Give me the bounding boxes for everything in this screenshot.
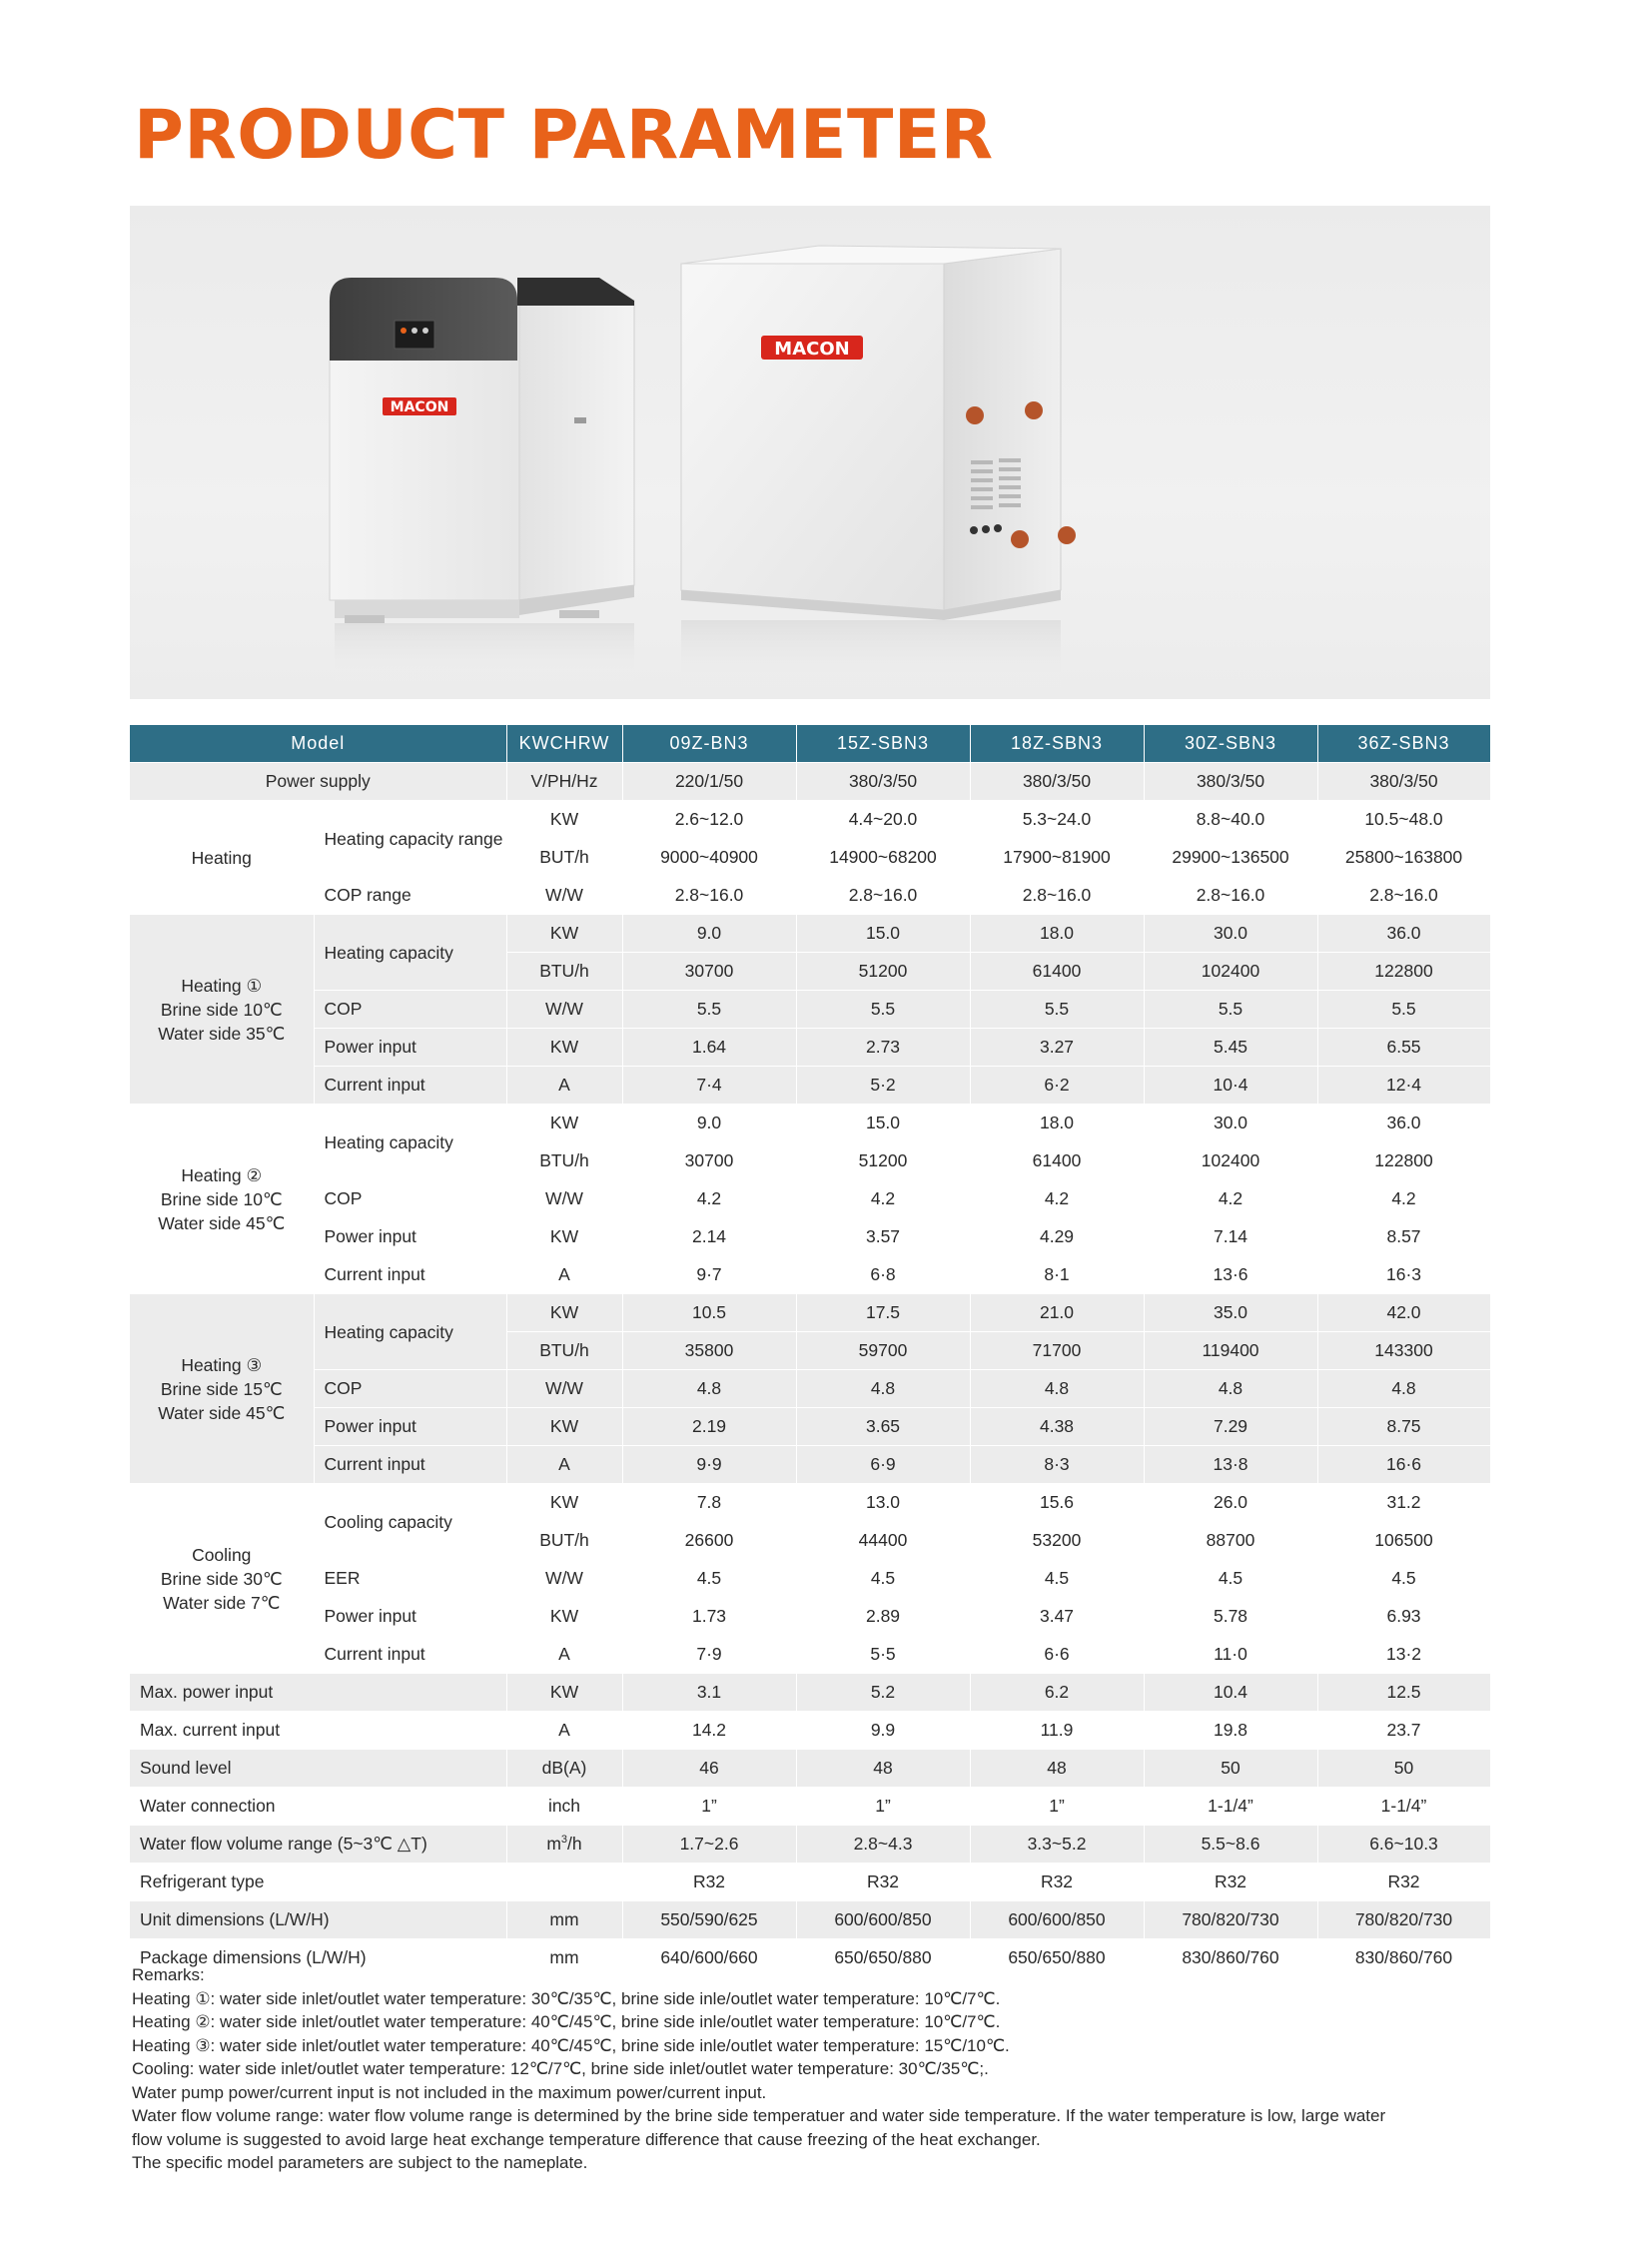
cell-value: 10·4 xyxy=(1144,1067,1317,1105)
sub-label: Heating capacity xyxy=(314,915,506,991)
cell-value: 102400 xyxy=(1144,1142,1317,1180)
cell-value: 2.8~16.0 xyxy=(796,877,970,915)
cell-value: 6·8 xyxy=(796,1256,970,1294)
group-line: Brine side 15℃ xyxy=(160,1378,283,1399)
row-label: Water flow volume range (5~3℃ △T) xyxy=(130,1826,506,1864)
table-row xyxy=(130,1256,1490,1294)
cell-value: 13·6 xyxy=(1144,1256,1317,1294)
cell-value: 11·0 xyxy=(1144,1636,1317,1674)
group-line: Brine side 10℃ xyxy=(160,1188,283,1209)
unit-09z-image xyxy=(330,278,634,683)
cell-value: 61400 xyxy=(970,953,1144,991)
cell-value: 1-1/4” xyxy=(1144,1788,1317,1826)
row-unit: W/W xyxy=(506,877,622,915)
cell-value: 15.0 xyxy=(796,915,970,953)
row-label: Unit dimensions (L/W/H) xyxy=(130,1901,506,1939)
group-label-heating-3 xyxy=(130,1294,314,1484)
cell-value: 42.0 xyxy=(1317,1294,1490,1332)
cell-value: 4.29 xyxy=(970,1218,1144,1256)
cell-value: 71700 xyxy=(970,1332,1144,1370)
cell-value: 9.9 xyxy=(796,1712,970,1750)
sub-label: Current input xyxy=(314,1636,506,1674)
cell-value: 53200 xyxy=(970,1522,1144,1560)
cell-value: R32 xyxy=(1317,1864,1490,1901)
remark-line: Water flow volume range: water flow volume range is determined by the brine side temperatuer and water side temperature. If the water temperature is low, large water xyxy=(132,2106,1386,2125)
cell-value: 21.0 xyxy=(970,1294,1144,1332)
cell-value: 5.5 xyxy=(970,991,1144,1029)
cell-value: 29900~136500 xyxy=(1144,839,1317,877)
remark-line: Heating ①: water side inlet/outlet water temperature: 30℃/35℃, brine side inle/outlet water temperature: 10℃/7℃. xyxy=(132,1988,1001,2008)
cell-value: 5.5~8.6 xyxy=(1144,1826,1317,1864)
table-row xyxy=(130,1901,1490,1939)
cell-value: 31.2 xyxy=(1317,1484,1490,1522)
cell-value: 13.0 xyxy=(796,1484,970,1522)
cell-value: 4.2 xyxy=(622,1180,796,1218)
row-label: Water connection xyxy=(130,1788,506,1826)
cell-value: 15.6 xyxy=(970,1484,1144,1522)
table-row xyxy=(130,1674,1490,1712)
row-unit: A xyxy=(506,1446,622,1484)
cell-value: 26600 xyxy=(622,1522,796,1560)
table-row xyxy=(130,1408,1490,1446)
table-row xyxy=(130,1067,1490,1105)
cell-value: 650/650/880 xyxy=(796,1939,970,1977)
row-unit: KW xyxy=(506,1484,622,1522)
cell-value: 380/3/50 xyxy=(970,763,1144,801)
cell-value: 36.0 xyxy=(1317,1105,1490,1142)
cell-value: 122800 xyxy=(1317,1142,1490,1180)
group-label-heating-2 xyxy=(130,1105,314,1294)
cell-value: 4.5 xyxy=(970,1560,1144,1598)
table-row xyxy=(130,1029,1490,1067)
group-line: Heating ③ xyxy=(181,1354,263,1375)
cell-value: 30.0 xyxy=(1144,1105,1317,1142)
row-unit: inch xyxy=(506,1788,622,1826)
cell-value: 4.4~20.0 xyxy=(796,801,970,839)
header-model: Model xyxy=(130,725,506,763)
table-row xyxy=(130,1826,1490,1864)
table-row xyxy=(130,915,1490,953)
cell-value: 5.5 xyxy=(1317,991,1490,1029)
group-line: Heating ① xyxy=(181,975,263,996)
row-label: Power supply xyxy=(130,763,506,801)
cell-value: 380/3/50 xyxy=(1144,763,1317,801)
remark-line: flow volume is suggested to avoid large heat exchange temperature difference that cause freezing of the heat exchanger. xyxy=(132,2129,1041,2149)
row-label: Sound level xyxy=(130,1750,506,1788)
cell-value: 15.0 xyxy=(796,1105,970,1142)
sub-label: COP xyxy=(314,1370,506,1408)
cell-value: 3.57 xyxy=(796,1218,970,1256)
cell-value: 6·6 xyxy=(970,1636,1144,1674)
cell-value: 4.38 xyxy=(970,1408,1144,1446)
cell-value: 17.5 xyxy=(796,1294,970,1332)
table-row xyxy=(130,1712,1490,1750)
cell-value: 2.73 xyxy=(796,1029,970,1067)
row-unit: V/PH/Hz xyxy=(506,763,622,801)
cell-value: 30700 xyxy=(622,1142,796,1180)
cell-value: 600/600/850 xyxy=(796,1901,970,1939)
cell-value: 143300 xyxy=(1317,1332,1490,1370)
cell-value: 4.8 xyxy=(970,1370,1144,1408)
group-label-cooling xyxy=(130,1484,314,1674)
sub-label: Heating capacity xyxy=(314,1105,506,1180)
remarks-section xyxy=(132,1963,1490,2175)
sub-label: Power input xyxy=(314,1218,506,1256)
row-unit: mm xyxy=(506,1939,622,1977)
cell-value: 59700 xyxy=(796,1332,970,1370)
remark-line: The specific model parameters are subject to the nameplate. xyxy=(132,2153,588,2172)
row-unit: BUT/h xyxy=(506,839,622,877)
table-row xyxy=(130,1105,1490,1142)
cell-value: 14.2 xyxy=(622,1712,796,1750)
cell-value: 5.3~24.0 xyxy=(970,801,1144,839)
cell-value: 5.2 xyxy=(796,1674,970,1712)
cell-value: 1.73 xyxy=(622,1598,796,1636)
unit-sbn3-image xyxy=(681,246,1076,690)
cell-value: 10.4 xyxy=(1144,1674,1317,1712)
cell-value: 3.47 xyxy=(970,1598,1144,1636)
cell-value: 10.5 xyxy=(622,1294,796,1332)
cell-value: 830/860/760 xyxy=(1317,1939,1490,1977)
row-unit: BTU/h xyxy=(506,1142,622,1180)
table-row xyxy=(130,1864,1490,1901)
sub-label: Heating capacity range xyxy=(314,801,506,877)
cell-value: 36.0 xyxy=(1317,915,1490,953)
group-label-heating-1 xyxy=(130,915,314,1105)
cell-value: 550/590/625 xyxy=(622,1901,796,1939)
row-unit: KW xyxy=(506,1408,622,1446)
cell-value: 9·7 xyxy=(622,1256,796,1294)
group-label: Heating xyxy=(130,801,314,915)
row-unit: KW xyxy=(506,801,622,839)
cell-value: 1.7~2.6 xyxy=(622,1826,796,1864)
remark-line: Heating ③: water side inlet/outlet water temperature: 40℃/45℃, brine side inle/outlet water temperature: 15℃/10℃. xyxy=(132,2035,1010,2055)
header-model-4: 30Z-SBN3 xyxy=(1144,725,1317,763)
cell-value: 3.3~5.2 xyxy=(970,1826,1144,1864)
row-unit: KW xyxy=(506,1294,622,1332)
row-unit: KW xyxy=(506,1598,622,1636)
remark-line: Water pump power/current input is not included in the maximum power/current input. xyxy=(132,2082,767,2102)
cell-value: 4.2 xyxy=(1144,1180,1317,1218)
cell-value: 4.2 xyxy=(1317,1180,1490,1218)
cell-value: 6.2 xyxy=(970,1674,1144,1712)
group-line: Water side 45℃ xyxy=(158,1402,286,1423)
cell-value: 6·9 xyxy=(796,1446,970,1484)
cell-value: 4.2 xyxy=(796,1180,970,1218)
cell-value: 12.5 xyxy=(1317,1674,1490,1712)
table-row xyxy=(130,1294,1490,1332)
cell-value: 12·4 xyxy=(1317,1067,1490,1105)
row-unit: KW xyxy=(506,915,622,953)
cell-value: 2.8~16.0 xyxy=(1144,877,1317,915)
table-row xyxy=(130,991,1490,1029)
row-unit: KW xyxy=(506,1029,622,1067)
parameter-table xyxy=(130,725,1491,1977)
cell-value: 8.57 xyxy=(1317,1218,1490,1256)
group-line: Cooling xyxy=(192,1544,252,1565)
cell-value: 4.2 xyxy=(970,1180,1144,1218)
unit-sup: 3 xyxy=(560,1834,568,1847)
row-unit: A xyxy=(506,1636,622,1674)
table-row xyxy=(130,1484,1490,1522)
cell-value: 26.0 xyxy=(1144,1484,1317,1522)
cell-value: 5·5 xyxy=(796,1636,970,1674)
cell-value: 650/650/880 xyxy=(970,1939,1144,1977)
cell-value: 2.8~16.0 xyxy=(622,877,796,915)
remark-line: Cooling: water side inlet/outlet water temperature: 12℃/7℃, brine side inlet/outlet water temperature: 30℃/35℃;. xyxy=(132,2059,989,2078)
cell-value: 6.6~10.3 xyxy=(1317,1826,1490,1864)
cell-value: R32 xyxy=(796,1864,970,1901)
cell-value: 44400 xyxy=(796,1522,970,1560)
header-model-3: 18Z-SBN3 xyxy=(970,725,1144,763)
cell-value: R32 xyxy=(1144,1864,1317,1901)
row-label: Max. power input xyxy=(130,1674,506,1712)
cell-value: 51200 xyxy=(796,1142,970,1180)
header-model-2: 15Z-SBN3 xyxy=(796,725,970,763)
svg-text:MACON: MACON xyxy=(390,399,449,415)
cell-value: 6.55 xyxy=(1317,1029,1490,1067)
cell-value: 5·2 xyxy=(796,1067,970,1105)
row-unit: KW xyxy=(506,1218,622,1256)
sub-label: COP xyxy=(314,991,506,1029)
cell-value: 380/3/50 xyxy=(796,763,970,801)
cell-value: 10.5~48.0 xyxy=(1317,801,1490,839)
row-unit: BTU/h xyxy=(506,953,622,991)
cell-value: 4.8 xyxy=(1317,1370,1490,1408)
sub-label: Power input xyxy=(314,1408,506,1446)
cell-value: 2.8~16.0 xyxy=(970,877,1144,915)
table-row xyxy=(130,801,1490,839)
cell-value: 7.29 xyxy=(1144,1408,1317,1446)
cell-value: 830/860/760 xyxy=(1144,1939,1317,1977)
cell-value: 5.5 xyxy=(796,991,970,1029)
cell-value: 48 xyxy=(970,1750,1144,1788)
group-line: Water side 45℃ xyxy=(158,1212,286,1233)
cell-value: 7.14 xyxy=(1144,1218,1317,1256)
sub-label: Current input xyxy=(314,1256,506,1294)
cell-value: 122800 xyxy=(1317,953,1490,991)
cell-value: 6.93 xyxy=(1317,1598,1490,1636)
cell-value: 102400 xyxy=(1144,953,1317,991)
cell-value: 220/1/50 xyxy=(622,763,796,801)
row-unit: mm xyxy=(506,1901,622,1939)
table-row xyxy=(130,1218,1490,1256)
cell-value: 5.78 xyxy=(1144,1598,1317,1636)
row-unit: W/W xyxy=(506,991,622,1029)
remark-line: Heating ②: water side inlet/outlet water temperature: 40℃/45℃, brine side inle/outlet water temperature: 10℃/7℃. xyxy=(132,2012,1001,2031)
table-row xyxy=(130,1370,1490,1408)
cell-value: 4.8 xyxy=(622,1370,796,1408)
cell-value: 2.19 xyxy=(622,1408,796,1446)
cell-value: 7·9 xyxy=(622,1636,796,1674)
cell-value: 380/3/50 xyxy=(1317,763,1490,801)
cell-value: 8.8~40.0 xyxy=(1144,801,1317,839)
sub-label: COP xyxy=(314,1180,506,1218)
header-model-1: 09Z-BN3 xyxy=(622,725,796,763)
cell-value: 2.14 xyxy=(622,1218,796,1256)
cell-value: 5.5 xyxy=(1144,991,1317,1029)
cell-value: 35800 xyxy=(622,1332,796,1370)
cell-value: 119400 xyxy=(1144,1332,1317,1370)
cell-value: 14900~68200 xyxy=(796,839,970,877)
unit-tail: /h xyxy=(567,1834,582,1854)
group-line: Heating ② xyxy=(181,1164,263,1185)
row-label: Package dimensions (L/W/H) xyxy=(130,1939,506,1977)
sub-label: Cooling capacity xyxy=(314,1484,506,1560)
row-unit: A xyxy=(506,1067,622,1105)
row-unit: W/W xyxy=(506,1180,622,1218)
cell-value: 2.8~4.3 xyxy=(796,1826,970,1864)
cell-value: 13·8 xyxy=(1144,1446,1317,1484)
unit-base: m xyxy=(546,1834,561,1854)
cell-value: 17900~81900 xyxy=(970,839,1144,877)
cell-value: 16·6 xyxy=(1317,1446,1490,1484)
cell-value: 9·9 xyxy=(622,1446,796,1484)
svg-text:MACON: MACON xyxy=(774,339,850,360)
cell-value: 6·2 xyxy=(970,1067,1144,1105)
table-row xyxy=(130,763,1490,801)
header-model-5: 36Z-SBN3 xyxy=(1317,725,1490,763)
row-label: Max. current input xyxy=(130,1712,506,1750)
cell-value: 18.0 xyxy=(970,915,1144,953)
cell-value: R32 xyxy=(970,1864,1144,1901)
sub-label: Heating capacity xyxy=(314,1294,506,1370)
sub-label: EER xyxy=(314,1560,506,1598)
cell-value: 30.0 xyxy=(1144,915,1317,953)
row-unit: KW xyxy=(506,1674,622,1712)
row-unit: A xyxy=(506,1712,622,1750)
group-line: Brine side 10℃ xyxy=(160,999,283,1020)
cell-value: 16·3 xyxy=(1317,1256,1490,1294)
sub-label: COP range xyxy=(314,877,506,915)
sub-label: Current input xyxy=(314,1067,506,1105)
cell-value: 9000~40900 xyxy=(622,839,796,877)
cell-value: 2.8~16.0 xyxy=(1317,877,1490,915)
cell-value: 25800~163800 xyxy=(1317,839,1490,877)
row-unit: A xyxy=(506,1256,622,1294)
cell-value: 9.0 xyxy=(622,1105,796,1142)
row-label: Refrigerant type xyxy=(130,1864,506,1901)
row-unit: W/W xyxy=(506,1560,622,1598)
table-row xyxy=(130,1750,1490,1788)
row-unit: KW xyxy=(506,1105,622,1142)
cell-value: 11.9 xyxy=(970,1712,1144,1750)
cell-value: 61400 xyxy=(970,1142,1144,1180)
cell-value: 780/820/730 xyxy=(1144,1901,1317,1939)
cell-value: 8·3 xyxy=(970,1446,1144,1484)
row-unit xyxy=(506,1864,622,1901)
cell-value: 780/820/730 xyxy=(1317,1901,1490,1939)
cell-value: 48 xyxy=(796,1750,970,1788)
cell-value: 4.5 xyxy=(1144,1560,1317,1598)
remarks-heading: Remarks: xyxy=(132,1965,205,1984)
row-unit: W/W xyxy=(506,1370,622,1408)
row-unit: BUT/h xyxy=(506,1522,622,1560)
cell-value: 7·4 xyxy=(622,1067,796,1105)
cell-value: 1” xyxy=(970,1788,1144,1826)
cell-value: 4.8 xyxy=(1144,1370,1317,1408)
sub-label: Power input xyxy=(314,1029,506,1067)
cell-value: 5.45 xyxy=(1144,1029,1317,1067)
cell-value: 1.64 xyxy=(622,1029,796,1067)
group-line: Water side 35℃ xyxy=(158,1023,286,1044)
cell-value: 3.65 xyxy=(796,1408,970,1446)
cell-value: 4.5 xyxy=(1317,1560,1490,1598)
cell-value: 3.1 xyxy=(622,1674,796,1712)
sub-label: Power input xyxy=(314,1598,506,1636)
table-row xyxy=(130,1788,1490,1826)
cell-value: 8·1 xyxy=(970,1256,1144,1294)
group-line: Brine side 30℃ xyxy=(160,1568,283,1589)
row-unit: BTU/h xyxy=(506,1332,622,1370)
cell-value: 4.5 xyxy=(622,1560,796,1598)
cell-value: 4.8 xyxy=(796,1370,970,1408)
product-illustration xyxy=(130,206,1490,699)
cell-value: 51200 xyxy=(796,953,970,991)
table-row xyxy=(130,1636,1490,1674)
cell-value: 2.89 xyxy=(796,1598,970,1636)
cell-value: 19.8 xyxy=(1144,1712,1317,1750)
cell-value: 1” xyxy=(622,1788,796,1826)
table-row xyxy=(130,1446,1490,1484)
row-unit xyxy=(506,1826,622,1864)
cell-value: 8.75 xyxy=(1317,1408,1490,1446)
cell-value: 88700 xyxy=(1144,1522,1317,1560)
cell-value: 600/600/850 xyxy=(970,1901,1144,1939)
page-title: PRODUCT PARAMETER xyxy=(134,96,994,175)
cell-value: 2.6~12.0 xyxy=(622,801,796,839)
table-row xyxy=(130,877,1490,915)
cell-value: 50 xyxy=(1317,1750,1490,1788)
row-unit: dB(A) xyxy=(506,1750,622,1788)
cell-value: 46 xyxy=(622,1750,796,1788)
cell-value: 1” xyxy=(796,1788,970,1826)
header-unit: KWCHRW xyxy=(506,725,622,763)
sub-label: Current input xyxy=(314,1446,506,1484)
table-row xyxy=(130,1560,1490,1598)
cell-value: 4.5 xyxy=(796,1560,970,1598)
cell-value: 30700 xyxy=(622,953,796,991)
product-image-panel xyxy=(130,206,1490,699)
cell-value: 50 xyxy=(1144,1750,1317,1788)
cell-value: 106500 xyxy=(1317,1522,1490,1560)
cell-value: R32 xyxy=(622,1864,796,1901)
group-line: Water side 7℃ xyxy=(163,1592,281,1613)
cell-value: 18.0 xyxy=(970,1105,1144,1142)
cell-value: 9.0 xyxy=(622,915,796,953)
cell-value: 3.27 xyxy=(970,1029,1144,1067)
cell-value: 1-1/4” xyxy=(1317,1788,1490,1826)
cell-value: 35.0 xyxy=(1144,1294,1317,1332)
cell-value: 5.5 xyxy=(622,991,796,1029)
table-row xyxy=(130,1180,1490,1218)
cell-value: 640/600/660 xyxy=(622,1939,796,1977)
cell-value: 13·2 xyxy=(1317,1636,1490,1674)
table-row xyxy=(130,1598,1490,1636)
cell-value: 7.8 xyxy=(622,1484,796,1522)
table-header-row xyxy=(130,725,1490,763)
cell-value: 23.7 xyxy=(1317,1712,1490,1750)
